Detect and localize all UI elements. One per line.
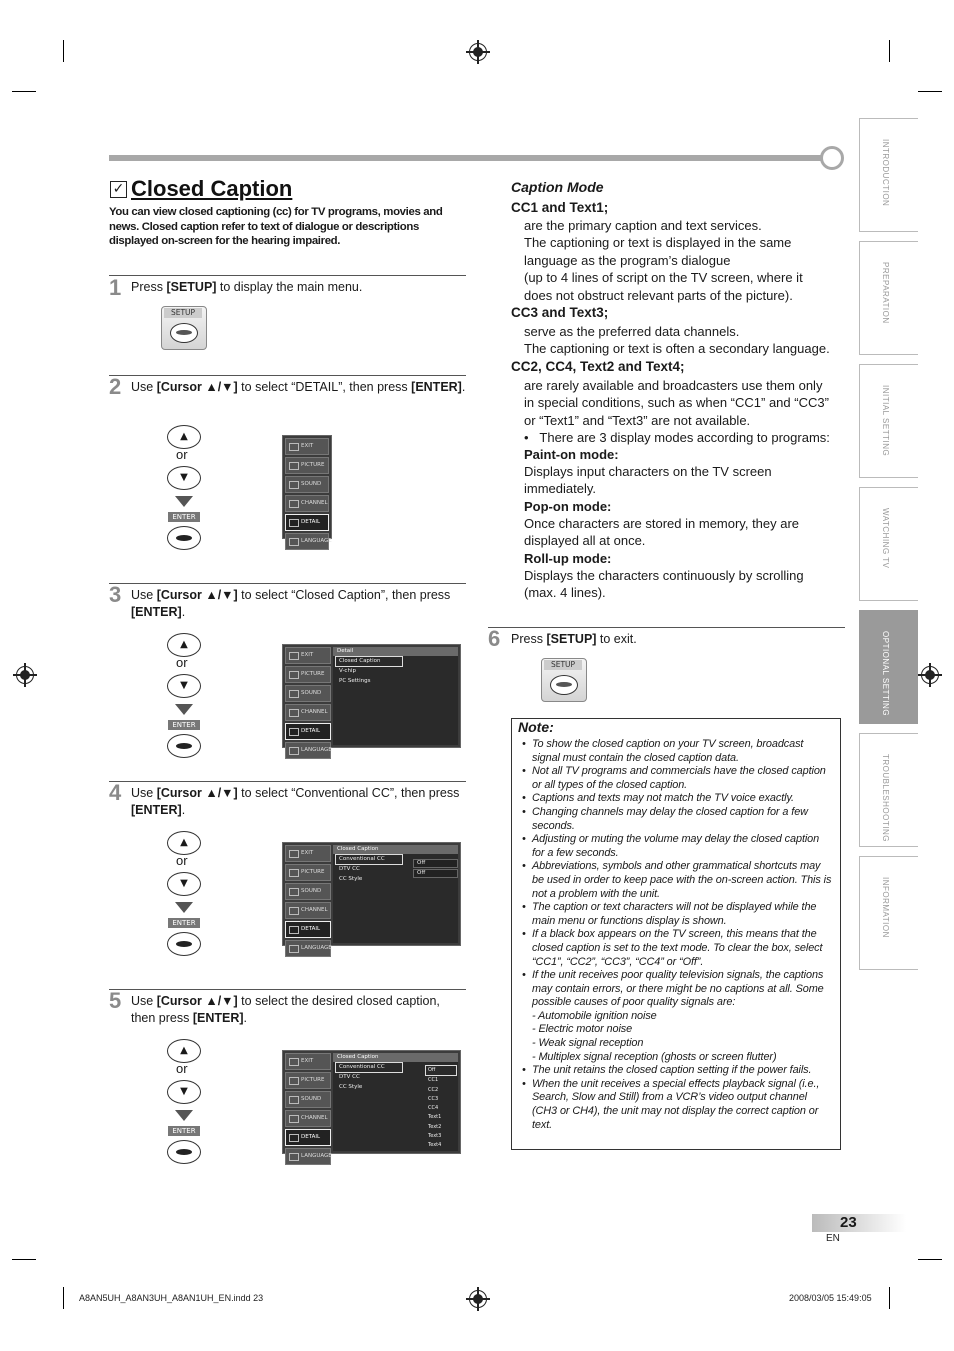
enter-label: ENTER	[168, 512, 200, 522]
setup-button[interactable]: SETUP	[161, 306, 207, 350]
step-2-text: Use [Cursor ▲/▼] to select “DETAIL”, then press [ENTER].	[131, 380, 466, 394]
side-tab-watching-tv[interactable]: WATCHING TV	[859, 487, 918, 601]
note-item: • Captions and texts may not match the TV voice exactly.	[522, 792, 794, 805]
cursor-down-button[interactable]: ▼	[167, 466, 201, 490]
title-bar	[109, 155, 821, 161]
note-item: • Not all TV programs and commercials have the closed caption or all types of the closed caption.	[522, 765, 826, 791]
cursor-down-button[interactable]: ▼	[167, 1080, 201, 1104]
enter-label: ENTER	[168, 720, 200, 730]
step-number: 4	[109, 780, 122, 805]
cc2-heading: CC2, CC4, Text2 and Text4;	[511, 359, 685, 374]
down-arrow-icon	[175, 704, 193, 715]
step-divider	[109, 583, 466, 584]
enter-button[interactable]	[167, 526, 201, 550]
pop-on-desc: Once characters are stored in memory, they are displayed all at once.	[524, 516, 800, 549]
page-title: Closed Caption	[131, 176, 293, 201]
title-ring-icon	[820, 146, 844, 170]
registration-mark-icon	[469, 1290, 487, 1308]
step-4-text: Use [Cursor ▲/▼] to select “Conventional CC”, then press [ENTER].	[131, 786, 460, 817]
note-item: • To show the closed caption on your TV screen, broadcast signal must contain the closed caption data.	[522, 738, 804, 764]
caption-mode-heading: Caption Mode	[511, 179, 604, 195]
down-arrow-icon	[175, 1110, 193, 1121]
cc2-desc: are rarely available and broadcasters use them only in special conditions, such as when “CC1” and “CC3” or “Text1” and “Text3” are not available.	[524, 378, 829, 428]
note-item: • Changing channels may delay the closed caption for a few seconds.	[522, 805, 808, 832]
menu-item-channel: CHANNEL	[285, 495, 329, 512]
registration-mark-icon	[16, 666, 34, 684]
step-number: 3	[109, 582, 122, 607]
checkbox-icon: ✓	[110, 181, 127, 198]
side-tab-troubleshooting[interactable]: TROUBLESHOOTING	[859, 733, 918, 847]
note-list	[520, 738, 834, 1132]
step-divider	[109, 781, 466, 782]
note-item: • When the unit receives a special effects playback signal (i.e., Search, Slow and Still) from a VCR’s video output channel (CH3 or CH4), the unit may not display the correct caption or text.	[522, 1077, 820, 1131]
or-label: or	[176, 1061, 188, 1076]
tv-screen-main-menu	[282, 435, 332, 544]
enter-label: ENTER	[168, 918, 200, 928]
menu-item-picture: PICTURE	[285, 457, 329, 474]
tv-screen-closed-caption: EXIT PICTURE SOUND CHANNEL DETAIL LANGUAGE Closed Caption Conventional CC DTV CC CC Style Off Off	[282, 842, 461, 946]
page-number-bar	[812, 1214, 906, 1232]
registration-mark-icon	[921, 666, 939, 684]
note-item: • Adjusting or muting the volume may delay the closed caption for a few seconds.	[522, 833, 820, 859]
or-label: or	[176, 655, 188, 670]
note-item: • The unit retains the closed caption setting if the power fails.	[522, 1064, 812, 1077]
or-label: or	[176, 447, 188, 462]
crop-mark	[12, 1259, 36, 1260]
step-number: 6	[488, 626, 501, 651]
note-box	[511, 718, 841, 1150]
setup-oval-icon	[550, 675, 578, 695]
enter-label: ENTER	[168, 1126, 200, 1136]
roll-up-heading: Roll-up mode:	[524, 551, 612, 566]
note-item: • The caption or text characters will not be displayed while the main menu or functions display is shown.	[522, 901, 817, 927]
side-tab-preparation[interactable]: PREPARATION	[859, 241, 918, 355]
enter-button[interactable]	[167, 1140, 201, 1164]
cursor-up-button[interactable]: ▲	[167, 1039, 201, 1063]
menu-item-exit: EXIT	[285, 438, 329, 455]
cursor-down-button[interactable]: ▼	[167, 674, 201, 698]
intro-text: You can view closed captioning (cc) for TV programs, movies and news. Closed caption refer to text of dialogue or descriptions displayed on-screen for the hearing impaired.	[109, 206, 443, 248]
cc-option-list: Off CC1 CC2 CC3 CC4 Text1 Text2 Text3 Text4	[425, 1065, 457, 1151]
crop-mark	[889, 1287, 890, 1309]
note-item: • If the unit receives poor quality television signals, the captions may contain errors, or there might be no captions at all. Some possible causes of poor quality signals are: - Automobile ignition noise - Electric motor noise - Weak signal reception - Multiplex signal reception (ghosts or screen flutter)	[522, 969, 824, 1063]
menu-item-language: LANGUAGE	[285, 533, 329, 550]
cursor-up-button[interactable]: ▲	[167, 831, 201, 855]
enter-button[interactable]	[167, 932, 201, 956]
step-number: 2	[109, 374, 122, 399]
note-item: • Abbreviations, symbols and other grammatical shortcuts may be used in order to keep pace with the on-screen action. This is not a problem with the unit.	[522, 860, 832, 900]
cursor-up-button[interactable]: ▲	[167, 425, 201, 449]
paint-on-desc: Displays input characters on the TV screen immediately.	[524, 464, 772, 497]
side-tab-introduction[interactable]: INTRODUCTION	[859, 118, 918, 232]
step-number: 5	[109, 988, 122, 1013]
cc3-heading: CC3 and Text3;	[511, 305, 609, 320]
paint-on-heading: Paint-on mode:	[524, 447, 619, 462]
page-number: 23	[840, 1214, 857, 1231]
crop-mark	[63, 40, 64, 62]
menu-item-detail: DETAIL	[285, 514, 329, 531]
step-3-text: Use [Cursor ▲/▼] to select “Closed Caption”, then press [ENTER].	[131, 588, 451, 619]
side-tab-information[interactable]: INFORMATION	[859, 856, 918, 970]
cursor-down-button[interactable]: ▼	[167, 872, 201, 896]
crop-mark	[63, 1287, 64, 1309]
step-number: 1	[109, 275, 122, 300]
menu-item-sound: SOUND	[285, 476, 329, 493]
step-divider	[109, 375, 466, 376]
cc3-desc: serve as the preferred data channels. The captioning or text is often a secondary language.	[524, 324, 830, 357]
bullet-icon: •	[524, 430, 529, 445]
crop-mark	[918, 91, 942, 92]
footer-file: A8AN5UH_A8AN3UH_A8AN1UH_EN.indd 23	[79, 1293, 264, 1303]
tv-screen-detail: EXIT PICTURE SOUND CHANNEL DETAIL LANGUAGE Detail Closed Caption V-chip PC Settings	[282, 644, 461, 748]
or-label: or	[176, 853, 188, 868]
crop-mark	[889, 40, 890, 62]
side-tab-optional-setting[interactable]: OPTIONAL SETTING	[859, 610, 918, 724]
enter-button[interactable]	[167, 734, 201, 758]
language-code: EN	[826, 1233, 840, 1244]
step-6-text: Press [SETUP] to exit.	[511, 632, 637, 646]
modes-bullet: • There are 3 display modes according to programs:	[524, 430, 830, 445]
setup-oval-icon	[170, 323, 198, 343]
roll-up-desc: Displays the characters continuously by scrolling (max. 4 lines).	[524, 568, 804, 601]
step-divider	[109, 275, 466, 276]
cursor-up-button[interactable]: ▲	[167, 633, 201, 657]
side-tab-initial-setting[interactable]: INITIAL SETTING	[859, 364, 918, 478]
crop-mark	[918, 1259, 942, 1260]
setup-button[interactable]: SETUP	[541, 658, 587, 702]
note-title: Note:	[518, 719, 554, 735]
cc1-heading: CC1 and Text1;	[511, 200, 609, 215]
note-item: • If a black box appears on the TV screen, this means that the closed caption is set to the text mode. To clear the box, select “CC1”, “CC2”, “CC3”, “CC4” or “Off”.	[522, 928, 823, 968]
registration-mark-icon	[469, 43, 487, 61]
step-divider	[488, 627, 845, 628]
down-arrow-icon	[175, 496, 193, 507]
step-1-text: Press [SETUP] to display the main menu.	[131, 280, 363, 294]
step-5-text: Use [Cursor ▲/▼] to select the desired closed caption, then press [ENTER].	[131, 994, 440, 1025]
cc1-desc: are the primary caption and text services. The captioning or text is displayed in the same language as the program’s dialogue (up to 4 lines of script on the TV screen, where it does not obstruct relevant parts of the picture).	[524, 218, 803, 303]
tv-screen-cc-options: EXIT PICTURE SOUND CHANNEL DETAIL LANGUAGE Closed Caption Conventional CC DTV CC CC Style Off CC1 CC2 CC3 CC4 Text1 Text2 Text3 Text4	[282, 1050, 461, 1154]
pop-on-heading: Pop-on mode:	[524, 499, 612, 514]
step-divider	[109, 989, 466, 990]
down-arrow-icon	[175, 902, 193, 913]
crop-mark	[12, 91, 36, 92]
footer-date: 2008/03/05 15:49:05	[789, 1293, 872, 1303]
